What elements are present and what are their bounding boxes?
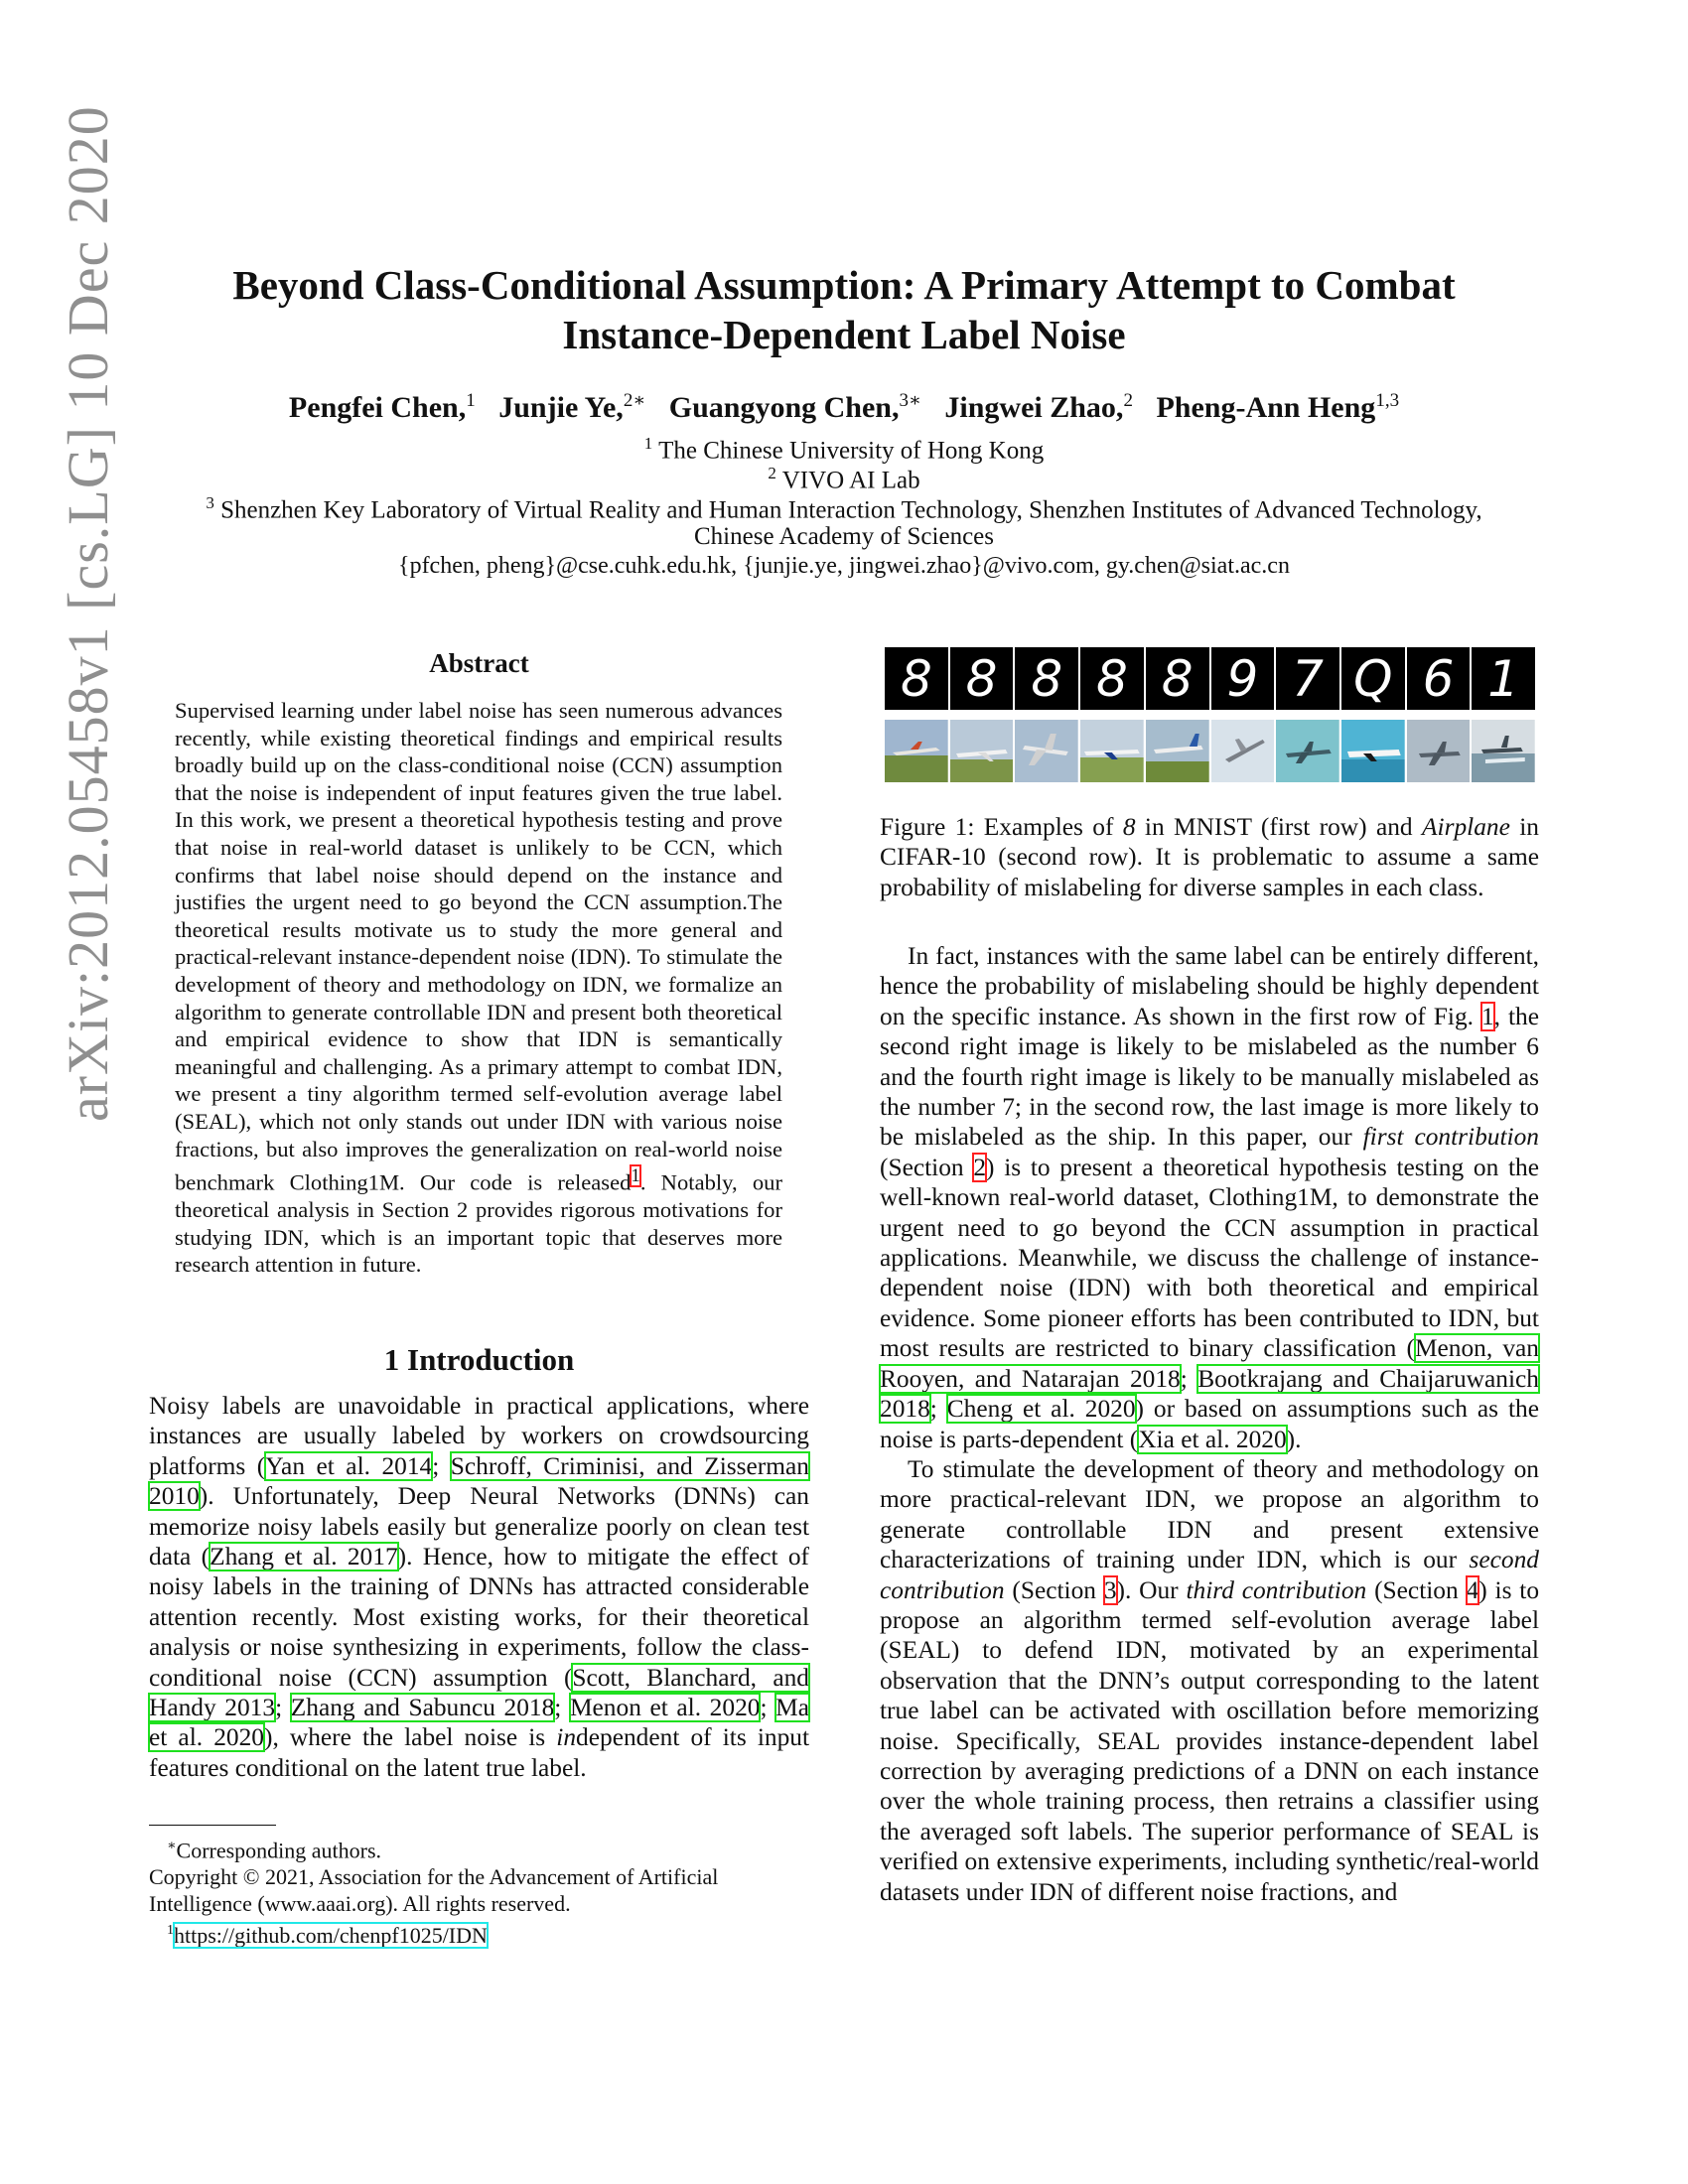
author: Guangyong Chen,$^{3∗}$ xyxy=(668,390,921,424)
author: Pengfei Chen,$^1$ xyxy=(288,390,476,424)
affiliation-3-continued: Chinese Academy of Sciences xyxy=(694,523,994,550)
airplane-image xyxy=(1341,720,1405,782)
right-column-body xyxy=(880,941,1539,1907)
cifar-row xyxy=(885,720,1535,782)
section-ref-link[interactable]: 2 xyxy=(973,1153,987,1181)
airplane-image xyxy=(1015,720,1078,782)
author: Junjie Ye,$^{2∗}$ xyxy=(498,390,646,424)
title-line-2: Instance-Dependent Label Noise xyxy=(562,312,1126,357)
footnote-corresponding: ∗Corresponding authors. xyxy=(167,1838,382,1863)
abstract-heading: Abstract xyxy=(429,648,529,678)
author: Jingwei Zhao,$^2$ xyxy=(944,390,1133,424)
citation-link[interactable]: Bootkrajang and Chaijaruwanich 2018 xyxy=(880,1364,1539,1424)
mnist-digit-image: 8 xyxy=(1015,647,1078,710)
paper-title xyxy=(149,260,1539,359)
affiliation-3: $^3$ Shenzhen Key Laboratory of Virtual Reality and Human Interaction Technology, Shenzhen Institutes of Advanced Technology, xyxy=(206,493,1482,524)
mnist-digit-image: 8 xyxy=(1080,647,1144,710)
section-heading-introduction: 1 Introduction xyxy=(383,1342,575,1377)
citation-link[interactable]: Zhang and Sabuncu 2018 xyxy=(290,1694,555,1722)
paragraph: To stimulate the development of theory and methodology on more practical-relevant IDN, we propose an algorithm to generate controllable IDN and present extensive characterizations of training under IDN, which is our second contribution (Section 3). Our third contribution (Section 4) is to propose an algorithm termed self-evolution average label (SEAL) to defend IDN, motivated by an experimental observation that the DNN’s output corresponding to the latent true label can be activated with oscillation before memorizing noise. Specifically, SEAL provides instance-dependent label correction by averaging predictions of a DNN on each instance over the whole training process, then retrains a classifier using the averaged soft labels. The superior performance of SEAL is verified on extensive experiments, including synthetic/real-world datasets under IDN of different noise fractions, and xyxy=(880,1454,1540,1906)
arxiv-identifier: arXiv:2012.05458v1 [cs.LG] 10 Dec 2020 xyxy=(56,105,120,1122)
paragraph: In fact, instances with the same label can be entirely different, hence the probability of mislabeling should be highly dependent on the specific instance. As shown in the first row of Fig. 1, the second right image is likely to be mislabeled as the number 6 and the fourth right image is likely to be manually mislabeled as the number 7; in the second row, the last image is more likely to be mislabeled as the ship. In this paper, our first contribution (Section 2) is to present a theoretical hypothesis testing on the well-known real-world dataset, Clothing1M, to demonstrate the urgent need to go beyond the CCN assumption in practical applications. Meanwhile, we discuss the challenge of instance-dependent noise (IDN) with both theoretical and empirical evidence. Some pioneer efforts has been contributed to IDN, but most results are restricted to binary classification (Menon, van Rooyen, and Natarajan 2018; Bootkrajang and Chaijaruwanich 2018; Cheng et al. 2020) or based on assumptions such as the noise is parts-dependent (Xia et al. 2020). xyxy=(880,942,1539,1453)
abstract-body: Supervised learning under label noise has seen numerous advances recently, while existing theoretical findings and empirical results broadly build up on the class-conditional noise (CCN) assumption that the noise is independent of input features given the true label. In this work, we present a theoretical hypothesis testing and prove that noise in real-world dataset is unlikely to be CCN, which confirms that label noise should depend on the instance and justifies the urgent need to go beyond the CCN assumption.The theoretical results motivate us to study the more general and practical-relevant instance-dependent noise (IDN). To stimulate the development of theory and methodology on IDN, we formalize an algorithm to generate controllable IDN and present both theoretical and empirical evidence to show that IDN is semantically meaningful and challenging. As a primary attempt to combat IDN, we present a tiny algorithm termed self-evolution average label (SEAL), which not only stands out under IDN with various noise fractions, but also improves the generalization on real-world noise benchmark Clothing1M. Our code is released$^1$. Notably, our theoretical analysis in Section 2 provides rigorous motivations for studying IDN, which is an important topic that deserves more research attention in future. xyxy=(175,698,782,1278)
airplane-image xyxy=(1472,720,1535,782)
mnist-digit-image: 6 xyxy=(1407,647,1471,710)
airplane-image xyxy=(1080,720,1144,782)
author: Pheng-Ann Heng$^{1,3}$ xyxy=(1156,390,1400,424)
mnist-digit-image: 8 xyxy=(950,647,1014,710)
citation-link[interactable]: Xia et al. 2020 xyxy=(1138,1425,1287,1453)
section-ref-link[interactable]: 4 xyxy=(1466,1575,1479,1604)
affiliation-1: $^1$ The Chinese University of Hong Kong xyxy=(643,434,1045,465)
title-line-1: Beyond Class-Conditional Assumption: A Primary Attempt to Combat xyxy=(232,262,1456,308)
citation-link[interactable]: Cheng et al. 2020 xyxy=(946,1395,1136,1424)
author-list xyxy=(149,389,1539,425)
footnote-divider xyxy=(149,1825,276,1826)
airplane-image xyxy=(1146,720,1209,782)
airplane-image xyxy=(1276,720,1339,782)
mnist-digit-image: Q xyxy=(1341,647,1405,710)
copyright-notice: Copyright © 2021, Association for the Advancement of Artificial Intelligence (www.aaai.org). All rights reserved. xyxy=(149,1864,719,1917)
affiliation-2: $^2$ VIVO AI Lab xyxy=(768,464,920,494)
figure-ref-link[interactable]: 1 xyxy=(1480,1002,1494,1030)
citation-link[interactable]: Scott, Blanchard, and Handy 2013 xyxy=(149,1663,809,1722)
airplane-image xyxy=(1407,720,1471,782)
airplane-image xyxy=(950,720,1014,782)
footnote-link[interactable]: 1 xyxy=(631,1165,640,1187)
section-ref-link[interactable]: 3 xyxy=(1103,1575,1117,1604)
citation-link[interactable]: Ma et al. 2020 xyxy=(149,1694,809,1752)
figure-1-caption: Figure 1: Examples of 8 in MNIST (first row) and Airplane in CIFAR-10 (second row). It is problematic to assume a same probability of mislabeling for diverse samples in each class. xyxy=(880,813,1539,901)
mnist-digit-image: 8 xyxy=(885,647,948,710)
airplane-image xyxy=(1211,720,1275,782)
mnist-digit-image: 8 xyxy=(1146,647,1209,710)
citation-link[interactable]: Yan et al. 2014 xyxy=(265,1451,433,1480)
mnist-digit-image: 9 xyxy=(1211,647,1275,710)
code-url-link[interactable]: https://github.com/chenpf1025/IDN xyxy=(174,1922,488,1948)
introduction-body: Noisy labels are unavoidable in practical applications, where instances are usually labeled by workers on crowdsourcing platforms (Yan et al. 2014; Schroff, Criminisi, and Zisserman 2010). Unfortunately, Deep Neural Networks (DNNs) can memorize noisy labels easily but generalize poorly on clean test data (Zhang et al. 2017). Hence, how to mitigate the effect of noisy labels in the training of DNNs has attracted considerable attention recently. Most existing works, for their theoretical analysis or noise synthesizing in experiments, follow the class-conditional noise (CCN) assumption (Scott, Blanchard, and Handy 2013; Zhang and Sabuncu 2018; Menon et al. 2020; Ma et al. 2020), where the label noise is independent of its input features conditional on the latent true label. xyxy=(149,1392,810,1782)
mnist-digit-image: 1 xyxy=(1472,647,1535,710)
footnote-code-url: $^1$https://github.com/chenpf1025/IDN xyxy=(167,1922,488,1948)
citation-link[interactable]: Menon, van Rooyen, and Natarajan 2018 xyxy=(880,1334,1539,1393)
mnist-row xyxy=(885,647,1535,710)
citation-link[interactable]: Zhang et al. 2017 xyxy=(210,1543,398,1571)
author-emails: {pfchen, pheng}@cse.cuhk.edu.hk, {junjie.ye, jingwei.zhao}@vivo.com, gy.chen@siat.ac.cn xyxy=(398,553,1290,579)
footnotes xyxy=(149,1833,809,1949)
citation-link[interactable]: Schroff, Criminisi, and Zisserman 2010 xyxy=(149,1451,809,1511)
airplane-image xyxy=(885,720,948,782)
mnist-digit-image: 7 xyxy=(1276,647,1339,710)
citation-link[interactable]: Menon et al. 2020 xyxy=(569,1694,761,1722)
